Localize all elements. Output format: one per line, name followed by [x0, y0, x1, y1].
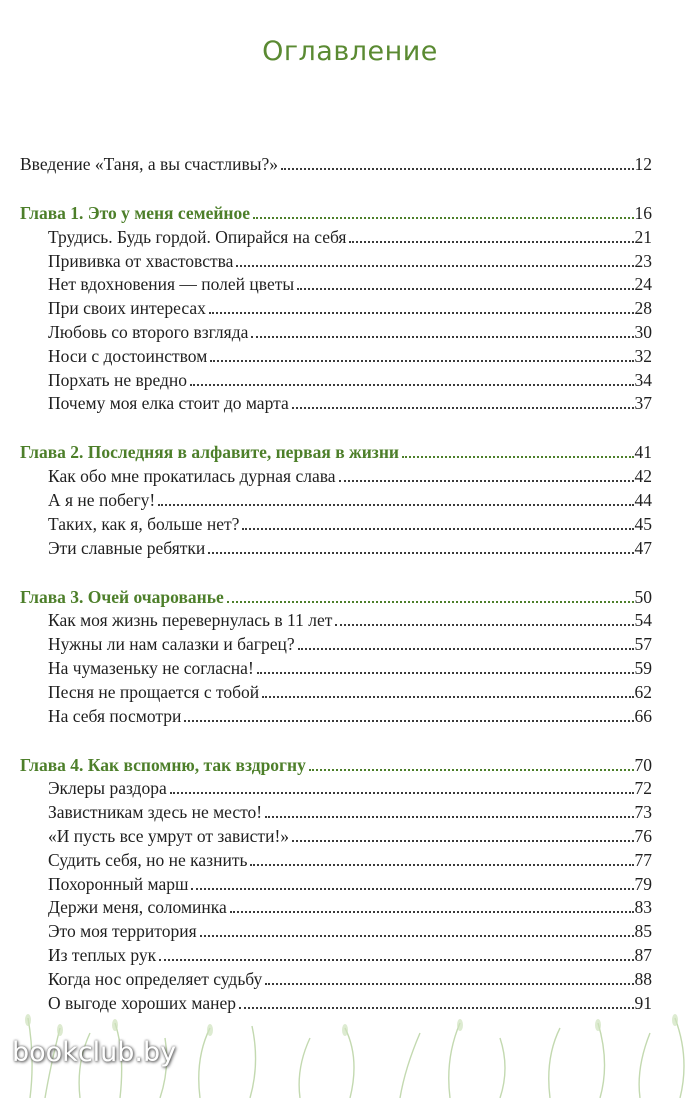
- dot-leader: [251, 336, 633, 338]
- dot-leader: [210, 360, 633, 362]
- toc-item: [48, 318, 652, 342]
- toc-page-number: 57: [634, 634, 652, 655]
- dot-leader: [292, 407, 634, 409]
- toc-page-number: 32: [634, 345, 652, 366]
- toc-page-number: 62: [634, 681, 652, 702]
- dot-leader: [339, 480, 634, 482]
- toc-title: При своих интересах: [48, 298, 206, 319]
- toc-item: [48, 223, 652, 247]
- toc-page-number: 73: [634, 802, 652, 823]
- toc-item: [48, 774, 652, 798]
- toc-page-number: 54: [634, 610, 652, 631]
- dot-leader: [292, 840, 633, 842]
- dot-leader: [265, 983, 633, 985]
- toc-title: Нет вдохновения — полей цветы: [48, 274, 295, 295]
- toc-item: [48, 486, 652, 510]
- dot-leader: [209, 312, 634, 314]
- dot-leader: [242, 528, 633, 530]
- toc-page-number: 34: [634, 369, 652, 390]
- dot-leader: [184, 720, 633, 722]
- toc-title: На себя посмотри: [48, 705, 182, 726]
- dot-leader: [190, 384, 633, 386]
- toc-item: [48, 270, 652, 294]
- toc-page-number: 59: [634, 658, 652, 678]
- toc-item: [48, 534, 652, 558]
- toc-title: О выгоде хороших манер: [48, 992, 236, 1013]
- toc-title: Похоронный марш: [48, 873, 189, 894]
- toc-item: [48, 798, 652, 822]
- dot-leader: [191, 888, 633, 890]
- toc-title: Эти славные ребятки: [48, 537, 206, 558]
- toc-item: [48, 822, 652, 846]
- toc-page-number: 21: [634, 226, 652, 247]
- dot-leader: [253, 217, 633, 219]
- dot-leader: [200, 935, 634, 937]
- watermark: bookclub.by: [12, 1037, 177, 1068]
- toc-title: А я не побегу!: [48, 490, 156, 510]
- toc-item: [48, 846, 652, 870]
- toc-page-number: 12: [634, 154, 652, 174]
- toc-page-number: 88: [634, 968, 652, 989]
- toc-title: Глава 1. Это у меня семейное: [20, 203, 251, 223]
- toc-title: Таких, как я, больше нет?: [48, 513, 240, 534]
- toc-title: На чумазеньку не согласна!: [48, 658, 254, 678]
- toc-title: Прививка от хвастовства: [48, 250, 234, 271]
- toc-page-number: 79: [634, 873, 652, 894]
- toc-page-number: 77: [634, 849, 652, 870]
- toc-page-number: 45: [634, 513, 652, 534]
- toc-item: [48, 917, 652, 941]
- toc-title: Из теплых рук: [48, 945, 157, 965]
- toc-item: [48, 965, 652, 989]
- dot-leader: [227, 601, 634, 603]
- toc-page-number: 28: [634, 298, 652, 319]
- toc-title: Почему моя елка стоит до марта: [48, 393, 289, 414]
- toc-item: [48, 294, 652, 318]
- toc-page-number: 24: [634, 274, 652, 295]
- toc-title: Как обо мне прокатилась дурная слава: [48, 466, 336, 487]
- toc-title: Как моя жизнь перевернулась в 11 лет: [48, 610, 333, 631]
- toc-page-number: 16: [634, 203, 652, 223]
- toc-title: Держи меня, соломинка: [48, 897, 227, 918]
- toc-title: «И пусть все умрут от зависти!»: [48, 826, 290, 846]
- toc-item: [48, 941, 652, 965]
- dot-leader: [309, 769, 634, 771]
- dot-leader: [262, 696, 633, 698]
- dot-leader: [236, 265, 633, 267]
- toc-page-number: 37: [634, 393, 652, 414]
- toc-page-number: 83: [634, 897, 652, 918]
- dot-leader: [265, 816, 633, 818]
- toc-page-number: 76: [634, 826, 652, 846]
- dot-leader: [170, 792, 634, 794]
- toc-page-number: 72: [634, 778, 652, 799]
- dot-leader: [257, 672, 634, 674]
- page-title: Оглавление: [262, 36, 438, 68]
- toc-page-number: 66: [634, 705, 652, 726]
- toc-title: Когда нос определяет судьбу: [48, 968, 263, 989]
- toc-page-number: 44: [634, 490, 652, 510]
- dot-leader: [297, 288, 633, 290]
- toc-page-number: 41: [634, 442, 652, 463]
- toc-title: Глава 4. Как вспомню, так вздрогну: [20, 754, 306, 775]
- dot-leader: [250, 864, 633, 866]
- toc-page-number: 23: [634, 250, 652, 271]
- toc-page-number: 91: [634, 992, 652, 1013]
- toc-item: [48, 870, 652, 894]
- toc-item: [48, 342, 652, 366]
- toc-item: [48, 702, 652, 726]
- toc-title: Песня не прощается с тобой: [48, 681, 260, 702]
- toc-item: [48, 893, 652, 917]
- toc-title: Эклеры раздора: [48, 778, 167, 799]
- toc-item: [48, 654, 652, 678]
- toc-title: Трудись. Будь гордой. Опирайся на себя: [48, 226, 347, 247]
- toc-page-number: 30: [634, 322, 652, 342]
- toc-page-number: 42: [634, 466, 652, 487]
- toc-item: [48, 389, 652, 413]
- dot-leader: [335, 624, 633, 626]
- toc-item: [48, 366, 652, 390]
- toc-page-number: 87: [634, 945, 652, 965]
- toc-title: Порхать не вредно: [48, 369, 188, 390]
- toc-chapter: [20, 751, 652, 775]
- dot-leader: [158, 504, 633, 506]
- toc-intro: [20, 150, 652, 174]
- toc-item: [48, 630, 652, 654]
- toc-title: Глава 3. Очей очарованье: [20, 586, 224, 607]
- toc-title: Любовь со второго взгляда: [48, 322, 249, 342]
- toc-page-number: 70: [634, 754, 652, 775]
- toc-chapter: [20, 583, 652, 607]
- dot-leader: [298, 648, 634, 650]
- toc-title: Нужны ли нам салазки и багрец?: [48, 634, 295, 655]
- toc-page-number: 50: [634, 586, 652, 607]
- dot-leader: [349, 241, 633, 243]
- toc-item: [48, 678, 652, 702]
- dot-leader: [208, 552, 633, 554]
- toc-title: Судить себя, но не казнить: [48, 849, 248, 870]
- toc-item: [48, 462, 652, 486]
- dot-leader: [230, 911, 634, 913]
- toc-chapter: [20, 438, 652, 462]
- toc-item: [48, 247, 652, 271]
- toc-page-number: 47: [634, 537, 652, 558]
- toc-item: [48, 606, 652, 630]
- toc-page-number: 85: [634, 921, 652, 942]
- toc-item: [48, 510, 652, 534]
- dot-leader: [402, 456, 633, 458]
- toc-title: Носи с достоинством: [48, 345, 208, 366]
- toc-title: Завистникам здесь не место!: [48, 802, 263, 823]
- dot-leader: [281, 168, 634, 170]
- dot-leader: [159, 959, 633, 961]
- toc-title: Введение «Таня, а вы счастливы?»: [20, 154, 278, 174]
- toc-chapter: [20, 199, 652, 223]
- toc-title: Это моя территория: [48, 921, 197, 942]
- toc-title: Глава 2. Последняя в алфавите, первая в жизни: [20, 442, 400, 463]
